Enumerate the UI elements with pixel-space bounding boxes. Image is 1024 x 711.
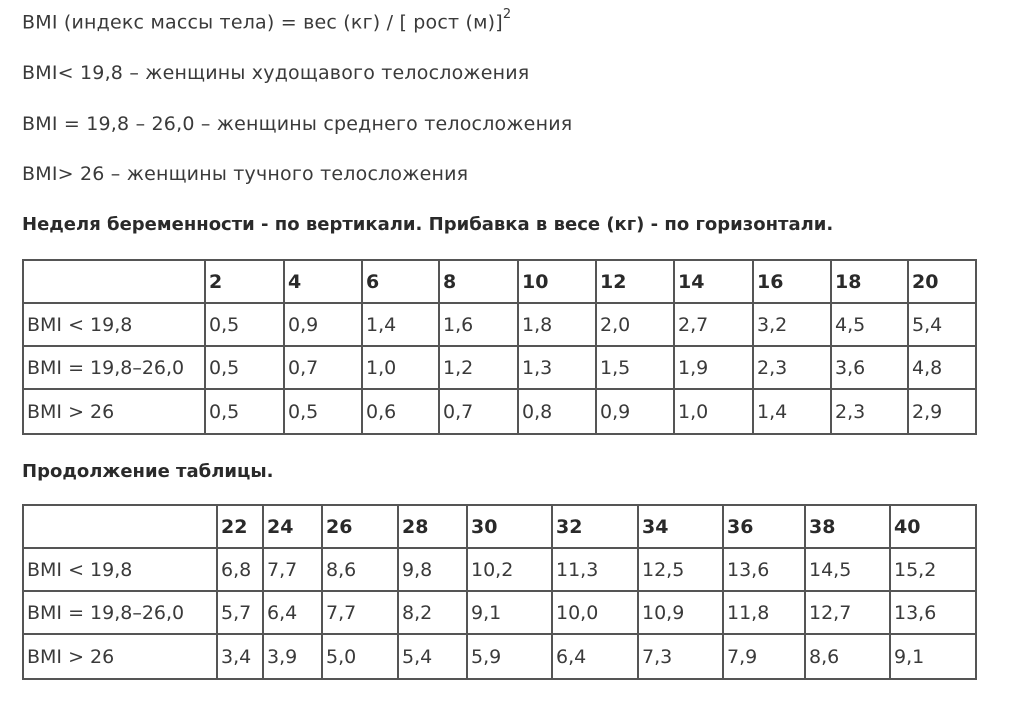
- weight-gain-cell: 13,6: [724, 549, 806, 592]
- weight-gain-cell: 10,2: [468, 549, 553, 592]
- table-row: [24, 635, 975, 678]
- weight-gain-cell: 0,7: [440, 390, 519, 433]
- week-header-cell: 4: [285, 261, 363, 304]
- weight-gain-cell: 5,0: [323, 635, 399, 678]
- weight-gain-cell: 4,5: [832, 304, 909, 347]
- corner-cell: [24, 261, 206, 304]
- week-header-cell: 10: [519, 261, 597, 304]
- week-header-cell: 22: [218, 506, 264, 549]
- weight-gain-cell: 7,9: [724, 635, 806, 678]
- weight-gain-cell: 3,6: [832, 347, 909, 390]
- weight-gain-cell: 2,3: [754, 347, 832, 390]
- bmi-formula: [22, 7, 512, 34]
- weight-gain-cell: 8,6: [806, 635, 891, 678]
- weight-gain-cell: 3,4: [218, 635, 264, 678]
- week-header-cell: 40: [891, 506, 975, 549]
- weight-gain-cell: 6,4: [264, 592, 323, 635]
- week-header-cell: 8: [440, 261, 519, 304]
- week-header-cell: 28: [399, 506, 468, 549]
- week-header-cell: 32: [553, 506, 639, 549]
- bmi-category-label: BMI > 26: [24, 635, 218, 678]
- weight-gain-cell: 5,7: [218, 592, 264, 635]
- weight-gain-cell: 1,0: [675, 390, 754, 433]
- weight-gain-cell: 3,9: [264, 635, 323, 678]
- weight-gain-cell: 7,7: [323, 592, 399, 635]
- header-row: [24, 506, 975, 549]
- week-header-cell: 12: [597, 261, 675, 304]
- weight-gain-cell: 2,3: [832, 390, 909, 433]
- weight-gain-cell: 0,6: [363, 390, 440, 433]
- weight-gain-cell: 1,9: [675, 347, 754, 390]
- table-row: [24, 347, 975, 390]
- weight-gain-cell: 0,9: [597, 390, 675, 433]
- table-row: [24, 390, 975, 433]
- bmi-category-label: BMI > 26: [24, 390, 206, 433]
- week-header-cell: 20: [909, 261, 975, 304]
- weight-gain-cell: 3,2: [754, 304, 832, 347]
- weight-gain-cell: 2,7: [675, 304, 754, 347]
- weight-gain-cell: 6,4: [553, 635, 639, 678]
- bmi-medium-definition: BMI = 19,8 – 26,0 – женщины среднего телосложения: [22, 113, 573, 135]
- week-header-cell: 26: [323, 506, 399, 549]
- table-row: [24, 549, 975, 592]
- weight-gain-cell: 7,7: [264, 549, 323, 592]
- weight-gain-cell: 10,9: [639, 592, 724, 635]
- weight-gain-cell: 0,7: [285, 347, 363, 390]
- bmi-formula-text: BMI (индекс массы тела) = вес (кг) / [ рост (м)]: [22, 11, 503, 34]
- weight-gain-cell: 5,4: [909, 304, 975, 347]
- weight-gain-cell: 11,3: [553, 549, 639, 592]
- weight-gain-cell: 6,8: [218, 549, 264, 592]
- continuation-caption: Продолжение таблицы.: [22, 461, 274, 482]
- bmi-category-label: BMI < 19,8: [24, 304, 206, 347]
- weight-gain-cell: 1,3: [519, 347, 597, 390]
- weight-gain-cell: 2,9: [912, 400, 943, 423]
- bmi-heavy-definition: BMI> 26 – женщины тучного телосложения: [22, 163, 469, 185]
- weight-gain-cell: 1,8: [519, 304, 597, 347]
- week-header-cell: 36: [724, 506, 806, 549]
- weight-gain-cell: 10,0: [553, 592, 639, 635]
- weight-gain-cell: 1,6: [440, 304, 519, 347]
- weight-gain-cell: 0,5: [285, 390, 363, 433]
- week-header-cell: 24: [264, 506, 323, 549]
- week-header-cell: 30: [468, 506, 553, 549]
- weight-gain-cell: 13,6: [891, 592, 975, 635]
- weight-gain-cell: 9,8: [399, 549, 468, 592]
- weight-gain-cell: 11,8: [724, 592, 806, 635]
- bmi-category-label: BMI = 19,8–26,0: [24, 592, 218, 635]
- weight-gain-table-weeks-22-40: [22, 504, 977, 680]
- corner-cell: [24, 506, 218, 549]
- weight-gain-cell: 14,5: [806, 549, 891, 592]
- header-row: [24, 261, 975, 304]
- bmi-category-label: BMI = 19,8–26,0: [24, 347, 206, 390]
- weight-gain-table-weeks-2-20: [22, 259, 977, 435]
- bmi-thin-definition: BMI< 19,8 – женщины худощавого телосложения: [22, 62, 530, 84]
- weight-gain-cell: 9,1: [894, 645, 925, 668]
- weight-gain-cell: 5,4: [399, 635, 468, 678]
- weight-gain-cell: 1,4: [363, 304, 440, 347]
- weight-gain-cell: 0,5: [206, 304, 285, 347]
- weight-gain-cell: 12,7: [806, 592, 891, 635]
- weight-gain-cell: 12,5: [639, 549, 724, 592]
- bmi-formula-exponent: 2: [502, 7, 512, 22]
- weight-gain-cell: 9,1: [468, 592, 553, 635]
- weight-gain-cell: 1,0: [363, 347, 440, 390]
- weight-gain-cell: 0,5: [206, 390, 285, 433]
- weight-gain-cell: 0,9: [285, 304, 363, 347]
- weight-gain-cell: 8,6: [323, 549, 399, 592]
- table-row: [24, 592, 975, 635]
- week-header-cell: 18: [832, 261, 909, 304]
- weight-gain-cell: 0,5: [206, 347, 285, 390]
- table-row: [24, 304, 975, 347]
- week-header-cell: 38: [806, 506, 891, 549]
- week-header-cell: 34: [639, 506, 724, 549]
- week-header-cell: 16: [754, 261, 832, 304]
- week-header-cell: 14: [675, 261, 754, 304]
- bmi-category-label: BMI < 19,8: [24, 549, 218, 592]
- weight-gain-cell: 5,9: [468, 635, 553, 678]
- weight-gain-cell: 1,4: [754, 390, 832, 433]
- weight-gain-cell: 1,2: [440, 347, 519, 390]
- week-header-cell: 6: [363, 261, 440, 304]
- table-caption: Неделя беременности - по вертикали. Прибавка в весе (кг) - по горизонтали.: [22, 214, 834, 235]
- weight-gain-cell: 0,8: [519, 390, 597, 433]
- weight-gain-cell: 4,8: [909, 347, 975, 390]
- weight-gain-cell: 7,3: [639, 635, 724, 678]
- weight-gain-cell: 15,2: [891, 549, 975, 592]
- weight-gain-cell: 8,2: [399, 592, 468, 635]
- week-header-cell: 2: [206, 261, 285, 304]
- weight-gain-cell: 2,0: [597, 304, 675, 347]
- weight-gain-cell: 1,5: [597, 347, 675, 390]
